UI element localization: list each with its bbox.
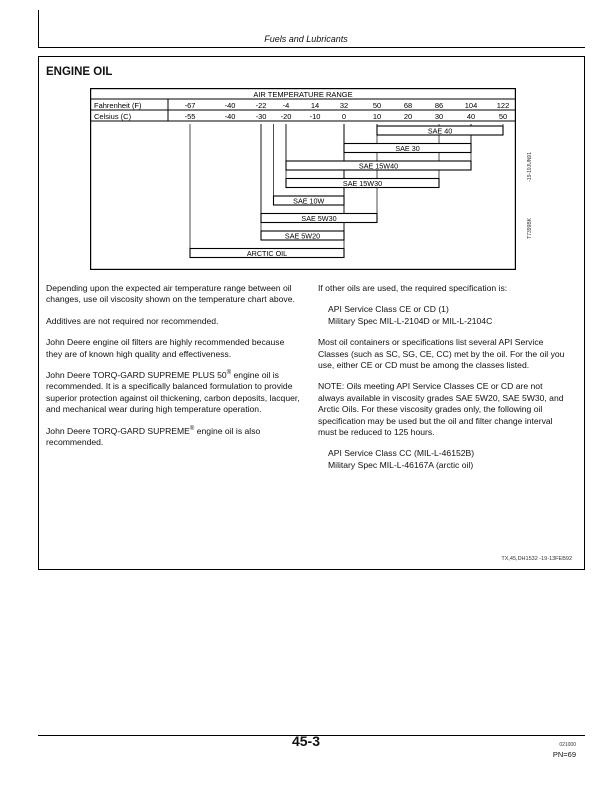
page-number: 45-3 [291, 733, 321, 749]
chart-title: AIR TEMPERATURE RANGE [253, 89, 353, 99]
figure-code-b: T7399BK [527, 218, 533, 239]
paragraph: Additives are not required nor recommended. [46, 315, 219, 326]
celsius-tick-label: 30 [434, 111, 444, 121]
fahrenheit-tick-label: 32 [339, 100, 349, 110]
section-title: ENGINE OIL [46, 66, 113, 78]
spec-line: API Service Class CE or CD (1) [328, 304, 449, 315]
celsius-tick-label: -55 [184, 111, 196, 121]
spec-line: Military Spec MIL-L-46167A (arctic oil) [328, 459, 474, 470]
fahrenheit-tick-label: 104 [464, 100, 478, 110]
fahrenheit-tick-label: -22 [255, 100, 267, 110]
range-bar-label: SAE 5W30 [301, 213, 337, 223]
fahrenheit-tick-label: -40 [224, 100, 236, 110]
header-title: Fuels and Lubricants [264, 34, 348, 44]
fahrenheit-tick-label: 68 [403, 100, 413, 110]
celsius-tick-label: 0 [341, 111, 347, 121]
figure-code-a: -19-19JUN91 [527, 152, 533, 182]
paragraph: Depending upon the expected air temperature range between oil changes, use oil viscosity shown on the temperature chart above. [46, 283, 295, 305]
paragraph: If other oils are used, the required specification is: [318, 283, 508, 293]
right-column [318, 283, 568, 481]
paragraph: Most oil containers or specifications list several API Service Classes (such as SC, SG, CE, CC) met by the oil. For the oil you use, either CE or CD must be among the classes listed. [318, 337, 565, 371]
range-bar-label: SAE 10W [293, 196, 325, 206]
row-label-celsius: Celsius (C) [94, 111, 132, 121]
left-column [46, 283, 301, 458]
paragraph: John Deere TORQ-GARD SUPREME PLUS 50® engine oil is recommended. It is a specifically balanced formulation to provide superior protection against oil thickening, carbon deposits, lacquer, and mechanical wear during high temperature operation. [46, 370, 300, 415]
paragraph: John Deere engine oil filters are highly recommended because they are of known high quality and effectiveness. [46, 337, 285, 359]
footer-code: 021000 [559, 742, 576, 748]
fahrenheit-tick-label: 50 [372, 100, 382, 110]
registered-mark: ® [189, 425, 195, 432]
paragraph: John Deere TORQ-GARD SUPREME® engine oil is also recommended. [46, 425, 261, 448]
celsius-tick-label: 10 [372, 111, 382, 121]
celsius-tick-label: -30 [255, 111, 267, 121]
registered-mark: ® [226, 370, 232, 377]
range-bar-label: SAE 30 [395, 143, 420, 153]
spec-line: API Service Class CC (MIL-L-46152B) [328, 448, 475, 459]
celsius-tick-label: -20 [280, 111, 292, 121]
celsius-tick-label: 40 [466, 111, 476, 121]
fahrenheit-tick-label: -4 [282, 100, 290, 110]
celsius-tick-label: -40 [224, 111, 236, 121]
fahrenheit-tick-label: -67 [184, 100, 196, 110]
header-rule [38, 47, 585, 48]
document-reference: TX,45,DH1532 -19-13FEB92 [501, 556, 572, 562]
note-paragraph: NOTE: Oils meeting API Service Classes CE or CD are not always available in viscosity grades SAE 5W20, SAE 5W30, and Arctic Oils. For these viscosity grades only, the following oil specification may be used but the oil and filter change interval must be reduced to 125 hours. [318, 381, 564, 438]
footer-pn: PN=69 [552, 750, 576, 759]
range-bar-label: SAE 40 [427, 126, 453, 136]
range-bar-label: SAE 15W40 [358, 161, 399, 171]
celsius-tick-label: -10 [309, 111, 321, 121]
range-bar-label: SAE 5W20 [284, 231, 321, 241]
row-label-fahrenheit: Fahrenheit (F) [94, 100, 142, 110]
celsius-tick-label: 50 [498, 111, 508, 121]
celsius-tick-label: 20 [403, 111, 413, 121]
fahrenheit-tick-label: 122 [496, 100, 510, 110]
spec-line: Military Spec MIL-L-2104D or MIL-L-2104C [328, 315, 493, 326]
fahrenheit-tick-label: 86 [434, 100, 444, 110]
viscosity-chart [90, 88, 516, 270]
range-bar-label: ARCTIC OIL [246, 248, 288, 258]
fahrenheit-tick-label: 14 [310, 100, 320, 110]
range-bar-label: SAE 15W30 [342, 178, 383, 188]
